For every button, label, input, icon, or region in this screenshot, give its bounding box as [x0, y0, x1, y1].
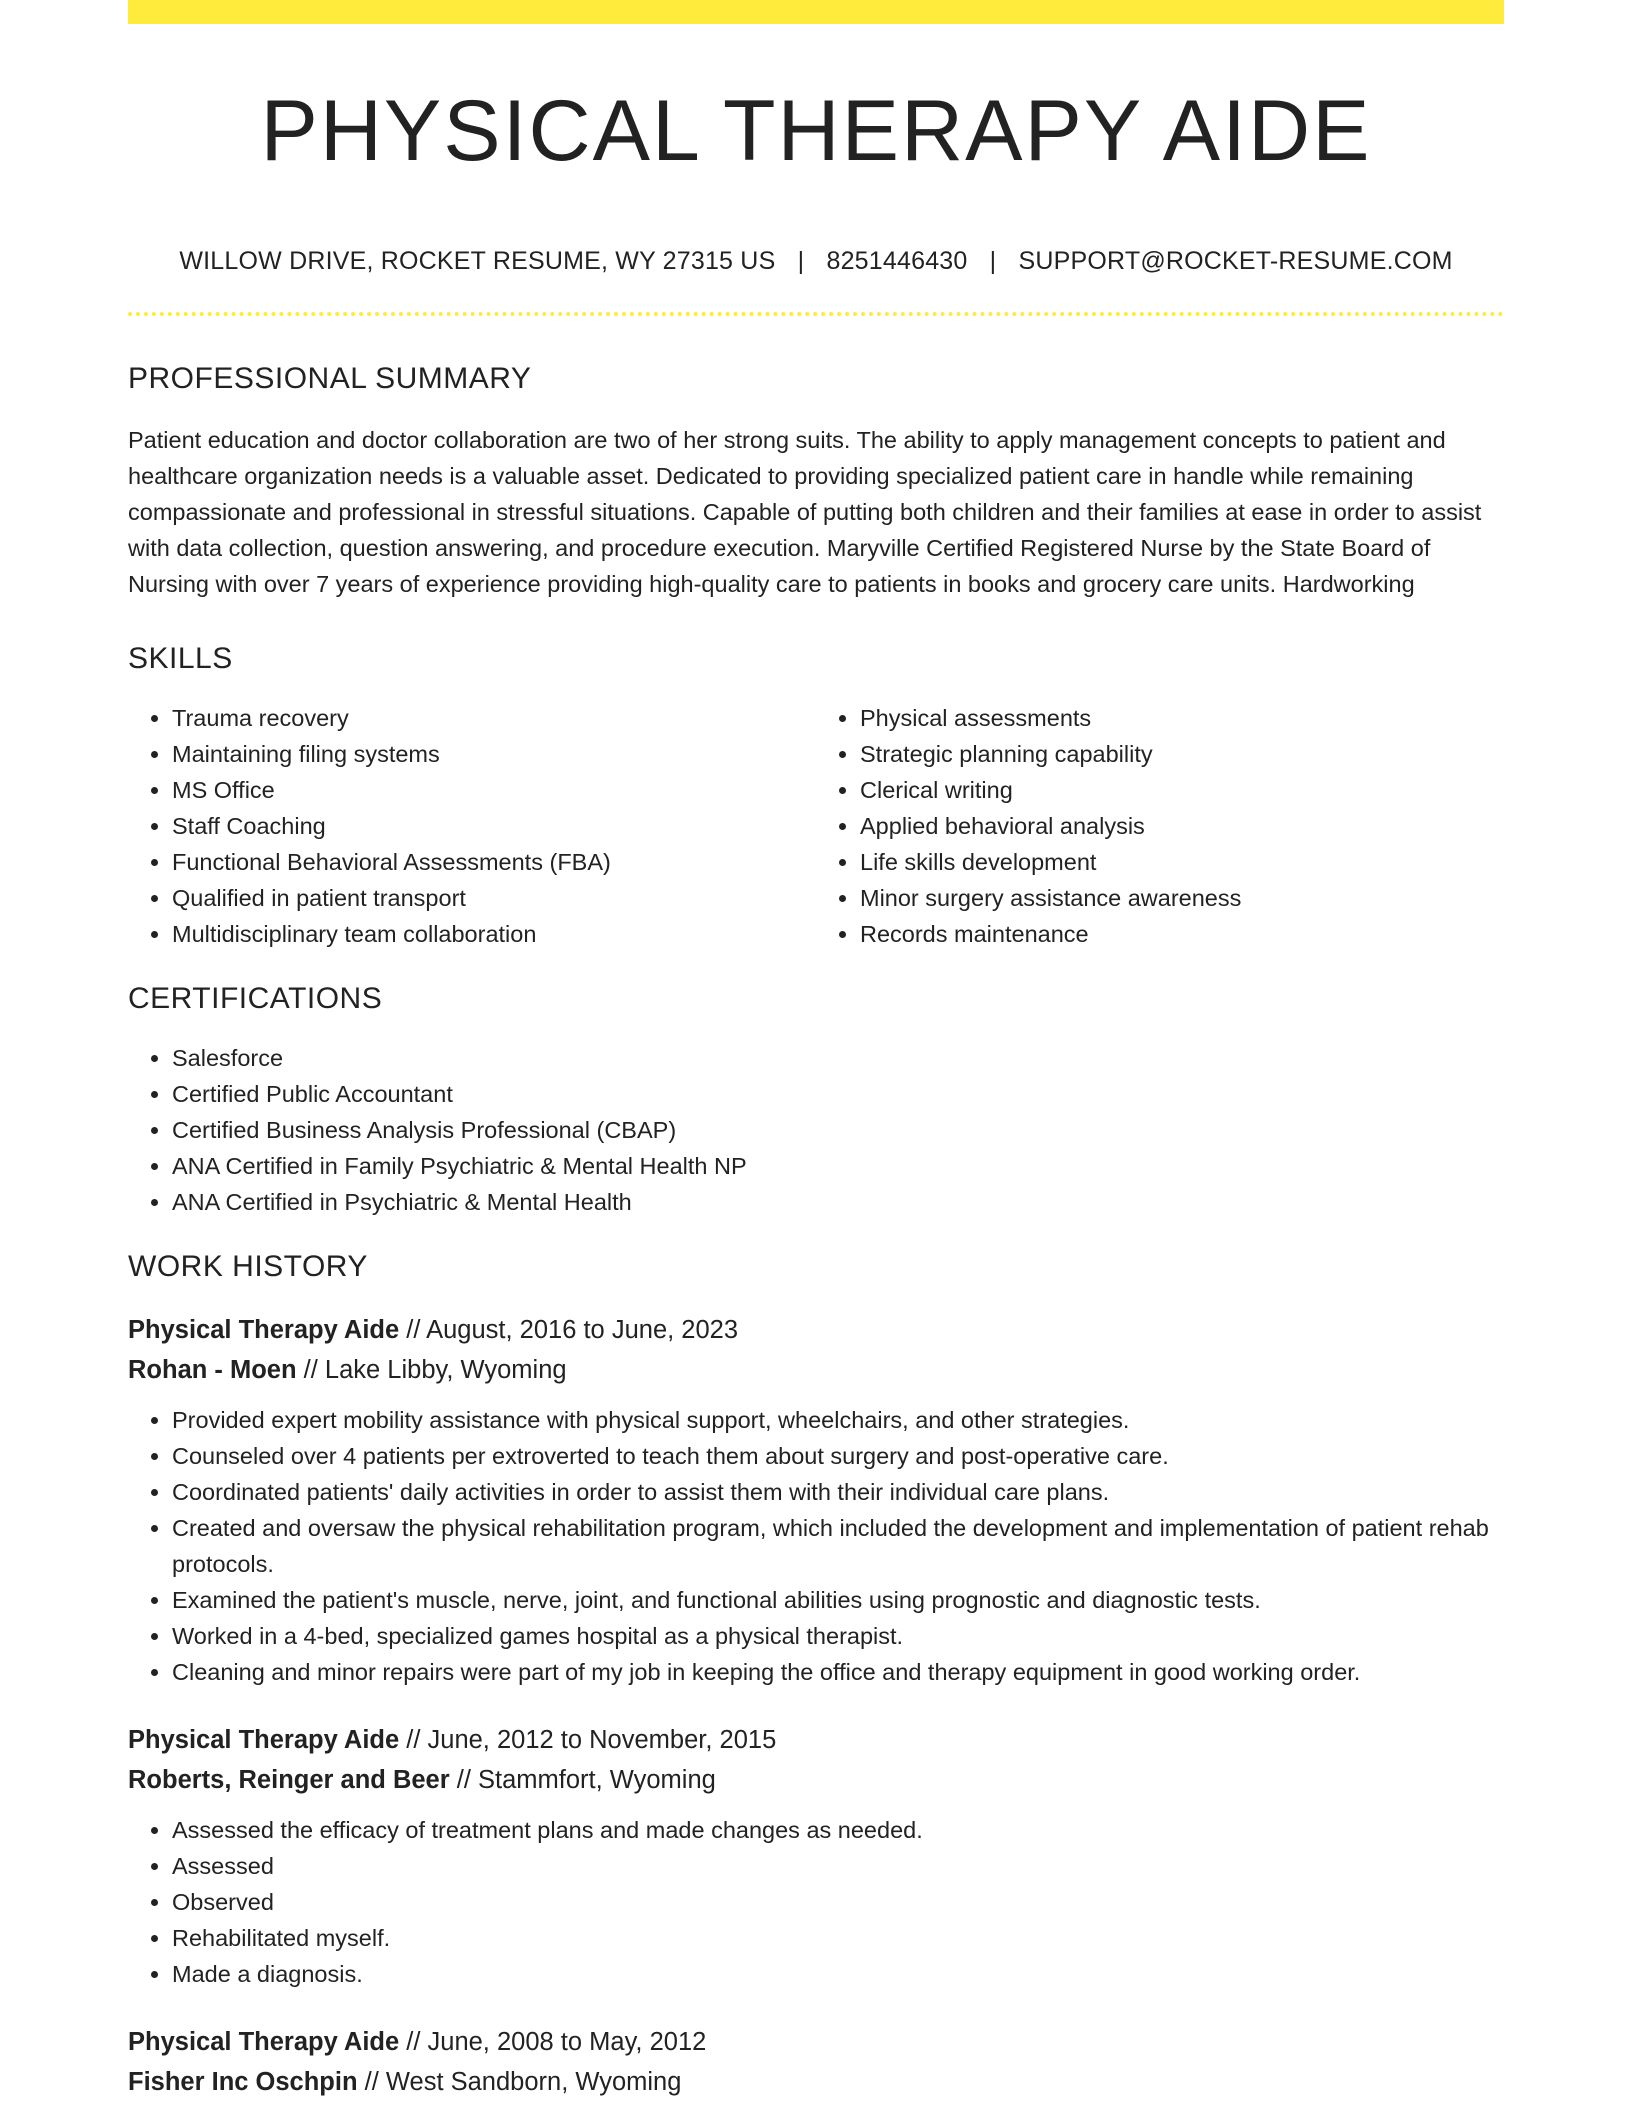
job-bullet: • Cleaning and minor repairs were part of my job in keeping the office and therapy equipment in good working order.: [172, 1654, 1504, 1690]
skill-item: • Staff Coaching: [172, 808, 816, 844]
job-company: Fisher Inc Oschpin: [128, 2067, 358, 2096]
job-bullet: • Assessed the efficacy of treatment plans and made changes as needed.: [172, 1812, 1504, 1848]
job-bullet: • Made a diagnosis.: [172, 1956, 1504, 1992]
job-bullet: • Created and oversaw the physical rehabilitation program, which included the development and implementation of patient rehab protocols.: [172, 1510, 1504, 1582]
job-entry: [128, 1310, 1504, 1690]
skill-item: • Functional Behavioral Assessments (FBA): [172, 844, 816, 880]
work-history-heading: WORK HISTORY: [128, 1249, 368, 1283]
job-bullet: • Rehabilitated myself.: [172, 1920, 1504, 1956]
job-bullets: [128, 1812, 1504, 1992]
skill-item: • Strategic planning capability: [860, 736, 1504, 772]
summary-heading: PROFESSIONAL SUMMARY: [128, 361, 532, 395]
separator: |: [989, 246, 997, 275]
certification-item: • ANA Certified in Family Psychiatric & Mental Health NP: [172, 1148, 1504, 1184]
email: SUPPORT@ROCKET-RESUME.COM: [1018, 246, 1453, 275]
skills-right-list: [816, 700, 1504, 952]
skills-left-list: [128, 700, 816, 952]
job-location: // Stammfort, Wyoming: [449, 1765, 716, 1794]
certification-item: • Certified Public Accountant: [172, 1076, 1504, 1112]
job-bullets: [128, 1402, 1504, 1690]
job-location: // Lake Libby, Wyoming: [296, 1355, 567, 1384]
job-title-line: [128, 1310, 1504, 1350]
certification-item: • Certified Business Analysis Professional (CBAP): [172, 1112, 1504, 1148]
skill-item: • Qualified in patient transport: [172, 880, 816, 916]
accent-bar: [128, 0, 1504, 24]
job-role: Physical Therapy Aide: [128, 1315, 400, 1344]
dotted-divider: [128, 312, 1504, 316]
skill-item: • Maintaining filing systems: [172, 736, 816, 772]
job-company: Roberts, Reinger and Beer: [128, 1765, 450, 1794]
job-company-line: [128, 1350, 1504, 1390]
job-bullet: • Worked in a 4-bed, specialized games hospital as a physical therapist.: [172, 1618, 1504, 1654]
skill-item: • Trauma recovery: [172, 700, 816, 736]
job-bullet: • Coordinated patients' daily activities in order to assist them with their individual care plans.: [172, 1474, 1504, 1510]
skill-item: • Applied behavioral analysis: [860, 808, 1504, 844]
job-location: // West Sandborn, Wyoming: [357, 2067, 682, 2096]
skill-item: • Minor surgery assistance awareness: [860, 880, 1504, 916]
skill-item: • MS Office: [172, 772, 816, 808]
job-company: Rohan - Moen: [128, 1355, 297, 1384]
skills-columns: [128, 700, 1504, 952]
job-bullet: • Assessed: [172, 1848, 1504, 1884]
skill-item: • Records maintenance: [860, 916, 1504, 952]
job-title-line: [128, 1720, 1504, 1760]
job-role: Physical Therapy Aide: [128, 2027, 400, 2056]
job-role: Physical Therapy Aide: [128, 1725, 400, 1754]
job-entry: [128, 2022, 1504, 2102]
job-title-line: [128, 2022, 1504, 2062]
address: WILLOW DRIVE, ROCKET RESUME, WY 27315 US: [179, 246, 776, 275]
skills-heading: SKILLS: [128, 641, 233, 675]
certifications-list: [128, 1040, 1504, 1220]
skill-item: • Multidisciplinary team collaboration: [172, 916, 816, 952]
job-company-line: [128, 1760, 1504, 1800]
summary-text: Patient education and doctor collaboration are two of her strong suits. The ability to apply management concepts to patient and healthcare organization needs is a valuable asset. Dedicated to providing specialized patient care in handle while remaining compassionate and professional in stressful situations. Capable of putting both children and their families at ease in order to assist with data collection, question answering, and procedure execution. Maryville Certified Registered Nurse by the State Board of Nursing with over 7 years of experience providing high-quality care to patients in books and grocery care units. Hardworking: [128, 426, 1482, 597]
resume-page: [128, 0, 1504, 2102]
skill-item: • Life skills development: [860, 844, 1504, 880]
job-dates: // August, 2016 to June, 2023: [399, 1315, 739, 1344]
contact-line: [128, 247, 1504, 276]
skill-item: • Clerical writing: [860, 772, 1504, 808]
job-entry: [128, 1720, 1504, 1992]
job-bullet: • Counseled over 4 patients per extroverted to teach them about surgery and post-operative care.: [172, 1438, 1504, 1474]
job-bullet: • Observed: [172, 1884, 1504, 1920]
skill-item: • Physical assessments: [860, 700, 1504, 736]
separator: |: [797, 246, 805, 275]
certification-item: • ANA Certified in Psychiatric & Mental Health: [172, 1184, 1504, 1220]
job-dates: // June, 2012 to November, 2015: [399, 1725, 777, 1754]
job-dates: // June, 2008 to May, 2012: [399, 2027, 707, 2056]
resume-title: PHYSICAL THERAPY AIDE: [260, 83, 1372, 179]
certifications-heading: CERTIFICATIONS: [128, 981, 383, 1015]
job-bullet: • Examined the patient's muscle, nerve, joint, and functional abilities using prognostic and diagnostic tests.: [172, 1582, 1504, 1618]
phone: 8251446430: [826, 246, 968, 275]
job-company-line: [128, 2062, 1504, 2102]
job-bullet: • Provided expert mobility assistance with physical support, wheelchairs, and other strategies.: [172, 1402, 1504, 1438]
certification-item: • Salesforce: [172, 1040, 1504, 1076]
